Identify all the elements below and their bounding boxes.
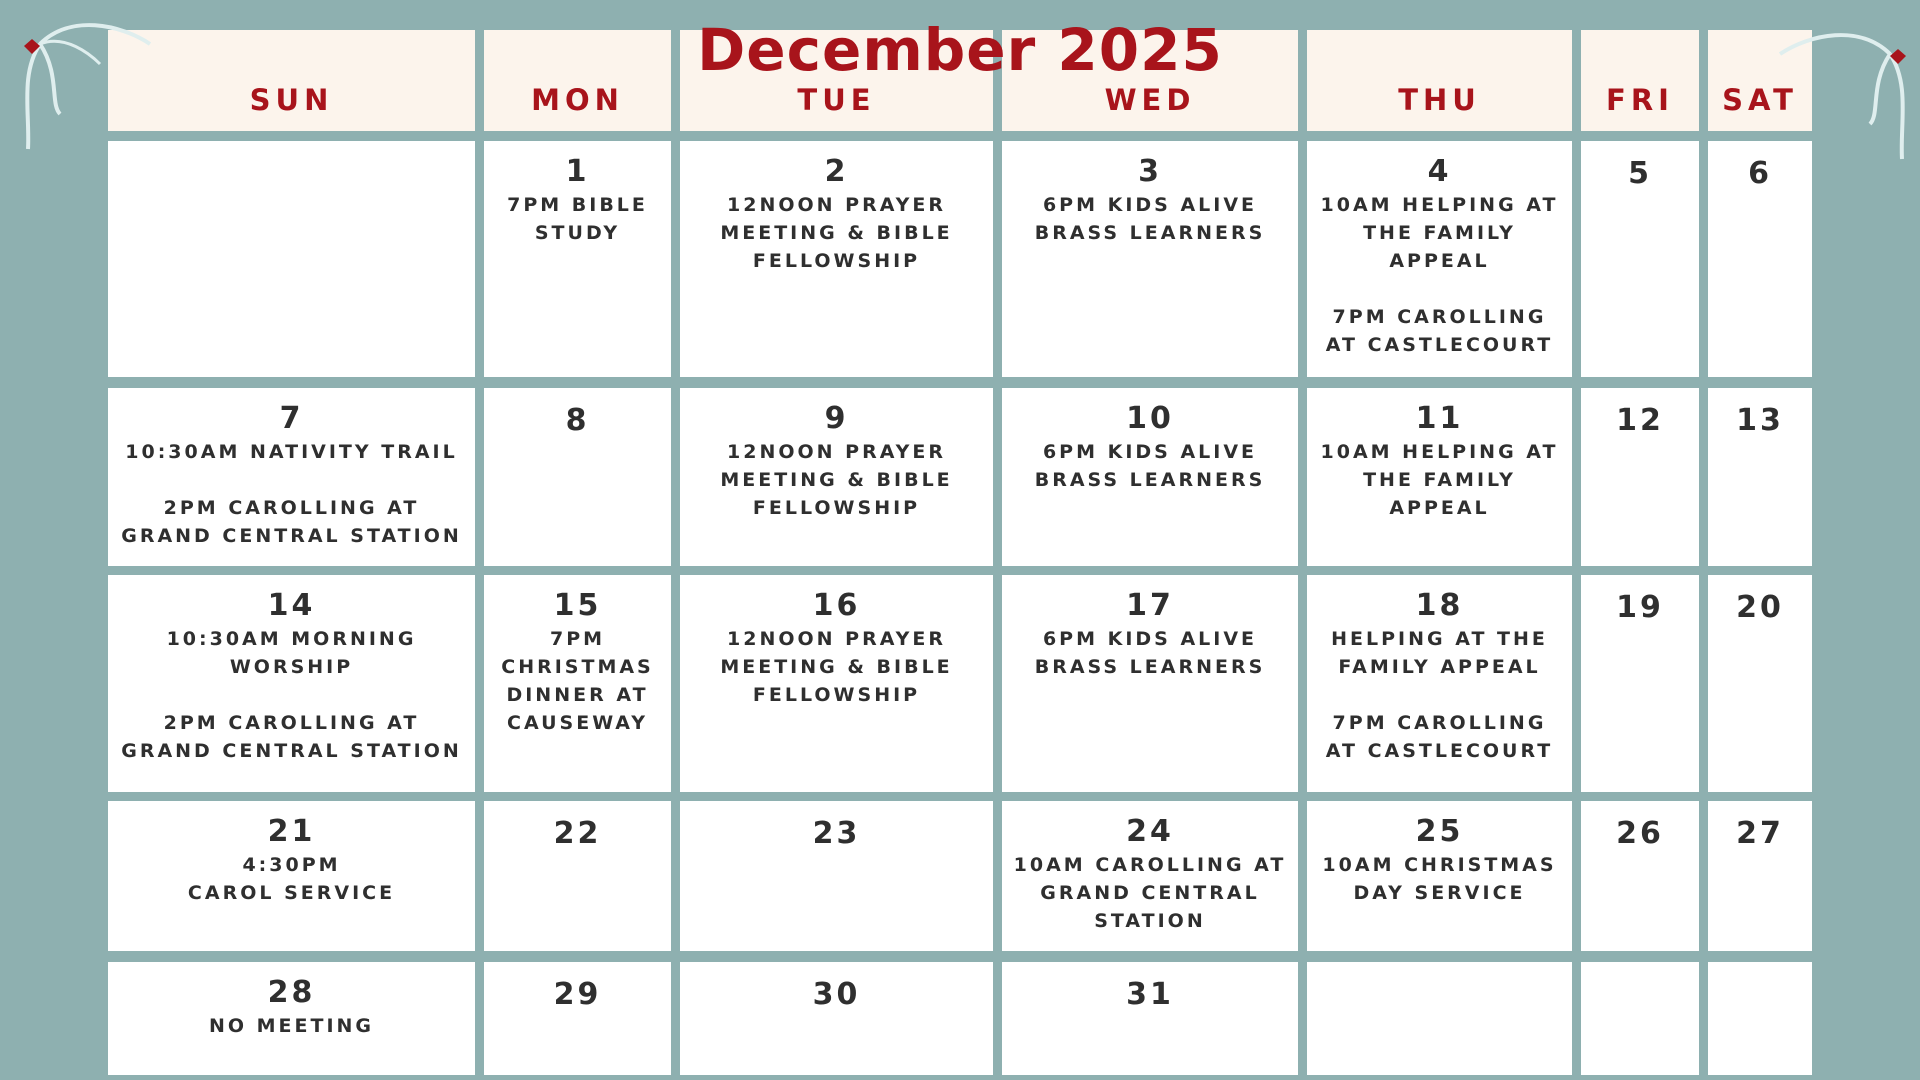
day-cell[interactable] [1307,575,1572,792]
day-cell[interactable] [108,141,475,377]
event-text: 6PM KIDS ALIVE BRASS LEARNERS [1034,194,1266,244]
day-cell[interactable] [680,388,993,566]
day-cell[interactable] [1002,801,1298,951]
day-cell[interactable] [1581,141,1699,377]
event-text: 10AM CAROLLING AT GRAND CENTRAL STATION [1013,854,1287,932]
day-cell[interactable] [484,801,671,951]
day-cell[interactable] [1581,575,1699,792]
day-cell[interactable] [1307,801,1572,951]
day-number: 17 [1126,588,1174,623]
ribbon-left-decoration [10,14,170,174]
day-number: 13 [1736,403,1784,438]
weekday-label: MON [531,83,624,117]
day-number: 28 [267,975,316,1010]
day-number: 30 [812,977,861,1012]
day-number: 21 [267,814,316,849]
day-cell[interactable] [1581,801,1699,951]
day-number: 7 [279,401,304,436]
day-number: 10 [1126,401,1174,436]
day-cell[interactable] [680,962,993,1075]
day-number: 12 [1616,403,1664,438]
day-cell[interactable] [1002,575,1298,792]
day-cell[interactable] [1708,388,1812,566]
day-number: 2 [824,154,849,189]
day-number: 18 [1415,588,1464,623]
ribbon-right-decoration [1760,24,1920,184]
day-number: 20 [1736,590,1784,625]
day-cell[interactable] [1002,962,1298,1075]
day-number: 26 [1616,816,1664,851]
event-text: HELPING AT THE FAMILY APPEAL 7PM CAROLLING AT CASTLECOURT [1325,628,1554,762]
day-cell[interactable] [680,141,993,377]
day-number: 22 [553,816,602,851]
day-cell[interactable] [1708,575,1812,792]
day-cell[interactable] [1581,388,1699,566]
day-cell[interactable] [1708,801,1812,951]
event-text: 10AM HELPING AT THE FAMILY APPEAL 7PM CAROLLING AT CASTLECOURT [1320,194,1559,356]
day-cell[interactable] [108,962,475,1075]
day-cell[interactable] [1307,962,1572,1075]
day-number: 15 [553,588,602,623]
day-number: 19 [1616,590,1664,625]
day-number: 11 [1415,401,1464,436]
day-number: 29 [553,977,602,1012]
weekday-label: TUE [797,83,876,117]
day-cell[interactable] [108,388,475,566]
day-number: 8 [565,403,590,438]
event-text: 10:30AM NATIVITY TRAIL 2PM CAROLLING AT GRAND CENTRAL STATION [121,441,462,547]
event-text: 12NOON PRAYER MEETING & BIBLE FELLOWSHIP [720,628,953,706]
day-number: 27 [1736,816,1784,851]
weekday-label: SAT [1722,83,1798,117]
calendar-title: December 2025 [697,16,1223,84]
event-text: 12NOON PRAYER MEETING & BIBLE FELLOWSHIP [720,441,953,519]
day-number: 24 [1126,814,1174,849]
day-cell[interactable] [484,388,671,566]
weekday-label: THU [1398,83,1481,117]
day-cell[interactable] [680,801,993,951]
weekday-label: SUN [249,83,334,117]
event-text: NO MEETING [208,1015,375,1037]
event-text: 6PM KIDS ALIVE BRASS LEARNERS [1034,628,1266,678]
event-text: 10AM CHRISTMAS DAY SERVICE [1322,854,1557,904]
day-cell[interactable] [484,962,671,1075]
day-cell[interactable] [1581,962,1699,1075]
event-text: 7PM BIBLE STUDY [507,194,648,244]
day-number: 9 [824,401,849,436]
day-number: 3 [1138,154,1162,189]
event-text: 6PM KIDS ALIVE BRASS LEARNERS [1034,441,1266,491]
day-cell[interactable] [1307,141,1572,377]
event-text: 4:30PM CAROL SERVICE [187,854,396,904]
day-number: 5 [1628,156,1652,191]
day-cell[interactable] [108,801,475,951]
day-number: 4 [1427,154,1452,189]
day-cell[interactable] [1708,962,1812,1075]
day-number: 16 [812,588,861,623]
day-number: 31 [1126,977,1174,1012]
day-number: 6 [1748,156,1772,191]
day-cell[interactable] [680,575,993,792]
event-text: 10AM HELPING AT THE FAMILY APPEAL [1320,441,1559,519]
day-cell[interactable] [1307,388,1572,566]
event-text: 10:30AM MORNING WORSHIP 2PM CAROLLING AT GRAND CENTRAL STATION [121,628,462,762]
day-cell[interactable] [484,141,671,377]
day-cell[interactable] [1002,141,1298,377]
day-number: 1 [565,154,590,189]
weekday-label: WED [1104,83,1196,117]
event-text: 7PM CHRISTMAS DINNER AT CAUSEWAY [501,628,654,734]
day-cell[interactable] [108,575,475,792]
day-number: 23 [812,816,861,851]
day-number: 14 [267,588,316,623]
weekday-label: FRI [1606,83,1674,117]
day-cell[interactable] [484,575,671,792]
day-number: 25 [1415,814,1464,849]
event-text: 12NOON PRAYER MEETING & BIBLE FELLOWSHIP [720,194,953,272]
day-cell[interactable] [1002,388,1298,566]
